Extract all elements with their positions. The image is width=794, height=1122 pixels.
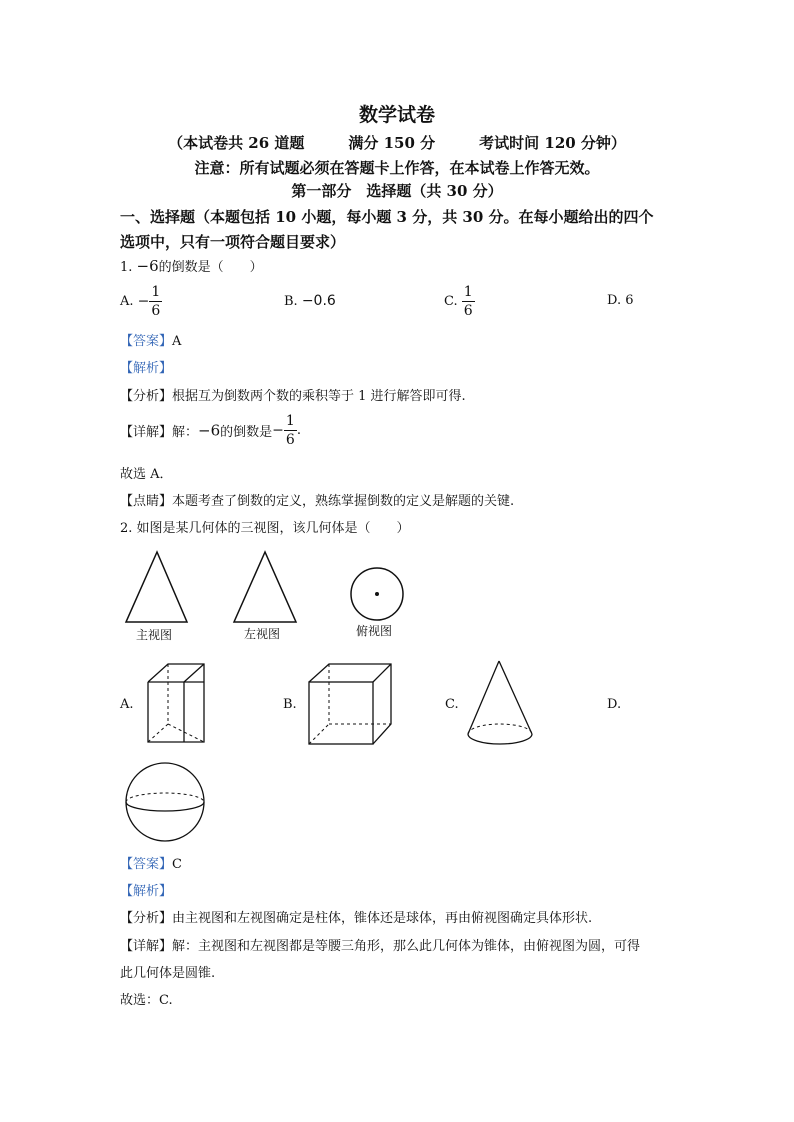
detail-numerator: 1 <box>285 413 295 429</box>
cube-hidden-diag <box>309 724 329 744</box>
cone-base-front <box>468 734 532 744</box>
part-title: 第一部分 选择题（共 30 分） <box>291 182 503 200</box>
q2-stem: 2. 如图是某几何体的三视图，该几何体是（ ） <box>120 521 410 536</box>
exam-notice: 注意：所有试题必须在答题卡上作答，在本试卷上作答无效。 <box>194 159 600 177</box>
q1-stem-tail: 的倒数是（ ） <box>158 260 263 275</box>
option-a-numerator: 1 <box>151 284 161 300</box>
detail-sign: − <box>272 422 284 439</box>
fenxi-tag: 【分析】 <box>120 389 173 404</box>
q2-analysis-tag: 【解析】 <box>120 884 173 899</box>
left-view-triangle <box>234 552 296 622</box>
detail-fraction <box>284 414 297 447</box>
exam-info-questions: （本试卷共 26 道题 <box>168 134 305 152</box>
fenxi-tag: 【分析】 <box>120 911 173 926</box>
answer-tag: 【答案】 <box>120 334 173 349</box>
option-a-sign: − <box>137 293 150 310</box>
cone-base-back <box>468 724 532 734</box>
detail-denominator: 6 <box>285 432 295 448</box>
comment-text: 本题考查了倒数的定义，熟练掌握倒数的定义是解题的关键. <box>172 494 515 509</box>
section-heading-line2: 选项中，只有一项符合题目要求） <box>120 233 346 251</box>
prism-outline <box>148 664 204 742</box>
sphere-equator-back <box>126 793 204 802</box>
cube-top-diag <box>373 664 391 682</box>
q2-option-c-label: C. <box>445 697 459 712</box>
q2-option-d-label: D. <box>607 697 622 712</box>
fenxi-text: 由主视图和左视图确定是柱体，锥体还是球体，再由俯视图确定具体形状. <box>172 911 593 926</box>
option-a-prism <box>140 660 220 750</box>
q1-comment <box>120 490 514 509</box>
q2-choose: 故选：C. <box>120 993 173 1008</box>
q1-option-b <box>284 293 336 309</box>
q2-option-b-label: B. <box>283 697 297 712</box>
option-c-fraction <box>462 285 475 318</box>
sphere-outline <box>126 763 204 841</box>
option-a-fraction <box>149 285 162 318</box>
comment-tag: 【点睛】 <box>120 494 173 509</box>
answer-value: C <box>172 857 182 872</box>
option-a-label: A. <box>120 294 134 309</box>
option-b-label: B. <box>284 294 298 309</box>
left-view-label: 左视图 <box>244 627 281 641</box>
q1-number: 1. <box>120 260 133 275</box>
option-b-value: −0.6 <box>301 293 336 309</box>
detail-prefix: 解： <box>172 425 199 440</box>
front-view-label: 主视图 <box>136 628 173 642</box>
option-d-sphere <box>122 762 212 842</box>
cone-right-side <box>499 661 532 734</box>
answer-value: A <box>172 334 182 349</box>
q1-analysis-tag: 【解析】 <box>120 361 173 376</box>
prism-hidden-b <box>168 724 204 742</box>
front-view-triangle <box>126 552 187 622</box>
detail-expression: −6 <box>198 421 221 440</box>
q1-option-a <box>120 285 162 318</box>
prism-top-diag <box>184 664 204 682</box>
q2-option-a-label: A. <box>120 697 134 712</box>
q1-detail <box>120 414 301 447</box>
prism-hidden-a <box>148 724 168 742</box>
option-d-label: D. <box>607 293 622 308</box>
q1-stem <box>120 256 263 275</box>
detail-tag: 【详解】 <box>120 939 173 954</box>
q2-answer <box>120 853 182 872</box>
q2-detail-line2: 此几何体是圆锥. <box>120 966 216 981</box>
section-heading-line1: 一、选择题（本题包括 10 小题，每小题 3 分，共 30 分。在每小题给出的四个 <box>120 208 654 226</box>
cone-left-side <box>468 661 499 734</box>
sphere-equator-front <box>126 802 204 811</box>
q1-choose: 故选 A． <box>120 467 173 482</box>
exam-info-time: 考试时间 120 分钟） <box>479 134 626 152</box>
three-views-figure <box>120 550 420 630</box>
fenxi-text: 根据互为倒数两个数的乘积等于 1 进行解答即可得. <box>172 389 466 404</box>
top-view-label: 俯视图 <box>356 624 393 638</box>
detail-tag: 【详解】 <box>120 425 173 440</box>
detail-period: . <box>296 423 301 438</box>
option-a-denominator: 6 <box>151 303 161 319</box>
detail-middle: 的倒数是 <box>220 425 273 440</box>
q1-option-d <box>607 293 634 308</box>
q1-option-c <box>444 285 475 318</box>
exam-info <box>0 132 794 153</box>
q1-answer <box>120 330 181 349</box>
option-c-label: C. <box>444 294 458 309</box>
exam-info-score: 满分 150 分 <box>348 134 436 152</box>
top-view-center-dot <box>375 592 379 596</box>
answer-tag: 【答案】 <box>120 857 173 872</box>
q1-fenxi <box>120 385 466 404</box>
q2-fenxi <box>120 907 592 926</box>
detail-text-line1: 解：主视图和左视图都是等腰三角形，那么此几何体为锥体，由俯视图为圆，可得 <box>172 939 641 954</box>
option-c-cone <box>462 658 542 750</box>
option-c-numerator: 1 <box>463 284 473 300</box>
option-d-value: 6 <box>625 293 634 308</box>
option-b-cube <box>305 660 395 750</box>
q2-detail-line1 <box>120 935 640 954</box>
option-c-denominator: 6 <box>463 303 473 319</box>
page-title: 数学试卷 <box>358 104 435 126</box>
q1-expression: −6 <box>136 257 159 275</box>
